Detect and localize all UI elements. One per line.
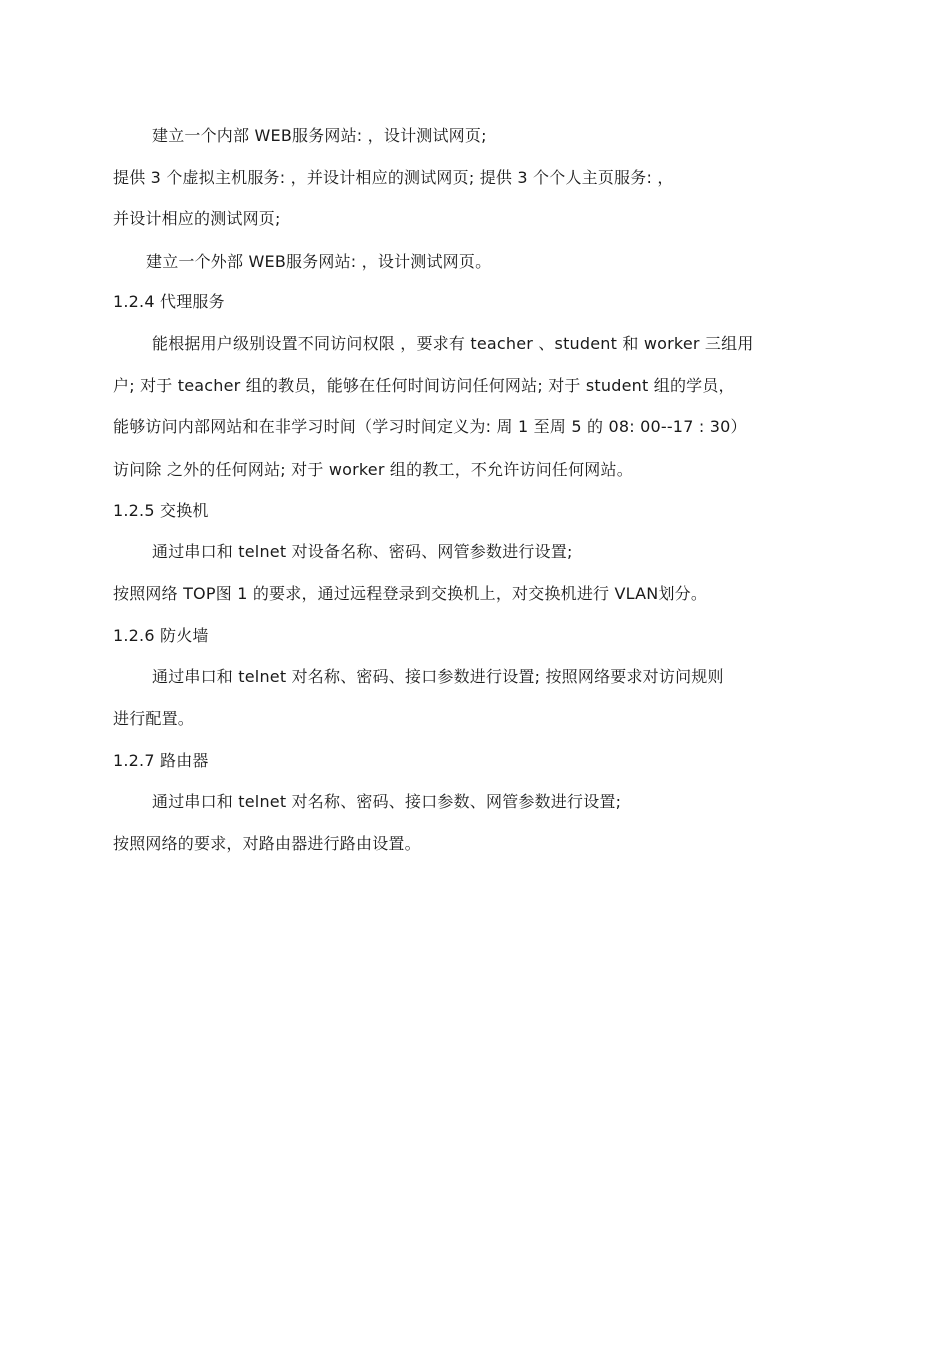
paragraph-line: 提供 3 个虚拟主机服务: ，并设计相应的测试网页; 提供 3 个个人主页服务: ， [113,168,674,187]
paragraph-line: 户; 对于 teacher 组的教员，能够在任何时间访问任何网站; 对于 student 组的学员， [113,376,735,395]
paragraph-line: 建立一个外部 WEB服务网站: ，设计测试网页。 [146,252,492,271]
paragraph-line: 按照网络的要求，对路由器进行路由设置。 [113,834,421,853]
paragraph-line: 通过串口和 telnet 对设备名称、密码、网管参数进行设置; [152,542,573,561]
paragraph-line: 访问除 之外的任何网站; 对于 worker 组的教工，不允许访问任何网站。 [113,460,633,479]
paragraph-line: 通过串口和 telnet 对名称、密码、接口参数、网管参数进行设置; [152,792,622,811]
paragraph-line: 能根据用户级别设置不同访问权限 ，要求有 teacher 、student 和 worker 三组用 [152,334,754,353]
paragraph-line: 建立一个内部 WEB服务网站: ，设计测试网页; [152,126,487,145]
paragraph-line: 并设计相应的测试网页; [113,209,281,228]
section-heading: 1.2.4 代理服务 [113,292,225,311]
paragraph-line: 能够访问内部网站和在非学习时间（学习时间定义为: 周 1 至周 5 的 08: 00--17 : 30） [113,417,747,436]
section-heading: 1.2.5 交换机 [113,501,209,520]
section-heading: 1.2.7 路由器 [113,751,209,770]
paragraph-line: 进行配置。 [113,709,195,728]
paragraph-line: 按照网络 TOP图 1 的要求，通过远程登录到交换机上，对交换机进行 VLAN划分。 [113,584,708,603]
section-heading: 1.2.6 防火墙 [113,626,209,645]
paragraph-line: 通过串口和 telnet 对名称、密码、接口参数进行设置; 按照网络要求对访问规则 [152,667,724,686]
